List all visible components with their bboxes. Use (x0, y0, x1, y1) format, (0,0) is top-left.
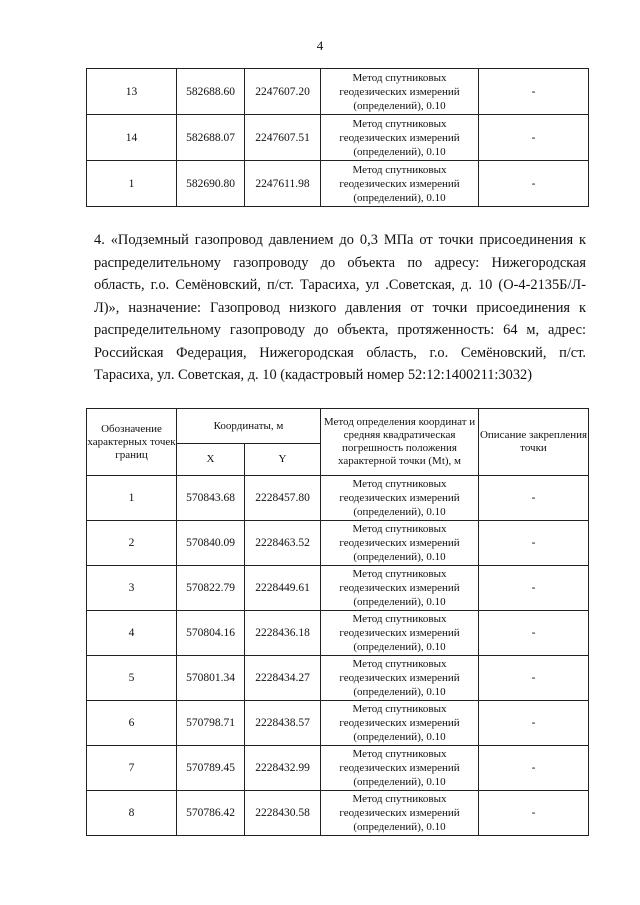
description-cell: - (479, 521, 589, 566)
point-number: 6 (87, 701, 177, 746)
header-x: X (177, 444, 245, 476)
coordinates-table (86, 408, 589, 836)
table-row (87, 611, 589, 656)
header-designation: Обозначение характерных точек границ (87, 409, 177, 476)
coordinate-y: 2247607.20 (245, 69, 321, 115)
coordinate-x: 570822.79 (177, 566, 245, 611)
point-number: 14 (87, 115, 177, 161)
method-cell: Метод спутниковых геодезических измерений (определений), 0.10 (321, 656, 479, 701)
method-cell: Метод спутниковых геодезических измерений (определений), 0.10 (321, 115, 479, 161)
method-cell: Метод спутниковых геодезических измерений (определений), 0.10 (321, 746, 479, 791)
method-cell: Метод спутниковых геодезических измерений (определений), 0.10 (321, 476, 479, 521)
method-cell: Метод спутниковых геодезических измерений (определений), 0.10 (321, 566, 479, 611)
description-cell: - (479, 791, 589, 836)
point-number: 4 (87, 611, 177, 656)
description-cell: - (479, 69, 589, 115)
table-row (87, 161, 589, 207)
header-y: Y (245, 444, 321, 476)
description-cell: - (479, 701, 589, 746)
description-cell: - (479, 656, 589, 701)
coordinate-x: 582688.60 (177, 69, 245, 115)
coordinate-x: 570804.16 (177, 611, 245, 656)
coordinate-y: 2247607.51 (245, 115, 321, 161)
point-number: 5 (87, 656, 177, 701)
coordinate-y: 2228457.80 (245, 476, 321, 521)
table-row (87, 69, 589, 115)
coordinate-x: 582690.80 (177, 161, 245, 207)
coordinate-y: 2228463.52 (245, 521, 321, 566)
description-cell: - (479, 115, 589, 161)
coordinate-y: 2228438.57 (245, 701, 321, 746)
section-4-description: 4. «Подземный газопровод давлением до 0,3 МПа от точки присоединения к распределительному газопроводу до объекта по адресу: Нижегородская область, г.о. Семёновский, п/ст. Тарасиха, ул .Советская, д. 10 (О-4-2135Б/Л-Л)», назначение: Газопровод низкого давления от точки присоединения к распределительному газопроводу до объекта, протяженность: 64 м, адрес: Российская Федерация, Нижегородская область, г.о. Семёновский, п/ст. Тарасиха, ул. Советская, д. 10 (кадастровый номер 52:12:1400211:3032) (94, 232, 586, 383)
coordinate-y: 2247611.98 (245, 161, 321, 207)
header-method: Метод определения координат и средняя квадратическая погрешность положения характерной точки (Mt), м (321, 409, 479, 476)
point-number: 1 (87, 161, 177, 207)
point-number: 13 (87, 69, 177, 115)
point-number: 2 (87, 521, 177, 566)
coordinate-x: 582688.07 (177, 115, 245, 161)
coordinate-x: 570798.71 (177, 701, 245, 746)
coordinate-x: 570843.68 (177, 476, 245, 521)
description-cell: - (479, 746, 589, 791)
method-cell: Метод спутниковых геодезических измерений (определений), 0.10 (321, 521, 479, 566)
description-cell: - (479, 161, 589, 207)
table-row (87, 566, 589, 611)
table-row (87, 115, 589, 161)
coordinates-table-continued (86, 68, 589, 207)
table-row (87, 701, 589, 746)
coordinate-y: 2228432.99 (245, 746, 321, 791)
coordinate-y: 2228449.61 (245, 566, 321, 611)
point-number: 7 (87, 746, 177, 791)
point-number: 3 (87, 566, 177, 611)
coordinate-x: 570786.42 (177, 791, 245, 836)
table-row (87, 791, 589, 836)
coordinate-x: 570840.09 (177, 521, 245, 566)
coordinate-y: 2228434.27 (245, 656, 321, 701)
point-number: 8 (87, 791, 177, 836)
coordinate-x: 570789.45 (177, 746, 245, 791)
method-cell: Метод спутниковых геодезических измерений (определений), 0.10 (321, 161, 479, 207)
description-cell: - (479, 476, 589, 521)
description-cell: - (479, 611, 589, 656)
table-row (87, 476, 589, 521)
coordinate-y: 2228430.58 (245, 791, 321, 836)
page-number: 4 (316, 38, 324, 53)
method-cell: Метод спутниковых геодезических измерений (определений), 0.10 (321, 69, 479, 115)
method-cell: Метод спутниковых геодезических измерений (определений), 0.10 (321, 611, 479, 656)
header-coordinates: Координаты, м (177, 409, 321, 444)
table-row (87, 521, 589, 566)
method-cell: Метод спутниковых геодезических измерений (определений), 0.10 (321, 791, 479, 836)
header-description: Описание закрепления точки (479, 409, 589, 476)
coordinate-y: 2228436.18 (245, 611, 321, 656)
description-cell: - (479, 566, 589, 611)
coordinate-x: 570801.34 (177, 656, 245, 701)
table-row (87, 656, 589, 701)
point-number: 1 (87, 476, 177, 521)
method-cell: Метод спутниковых геодезических измерений (определений), 0.10 (321, 701, 479, 746)
table-row (87, 746, 589, 791)
